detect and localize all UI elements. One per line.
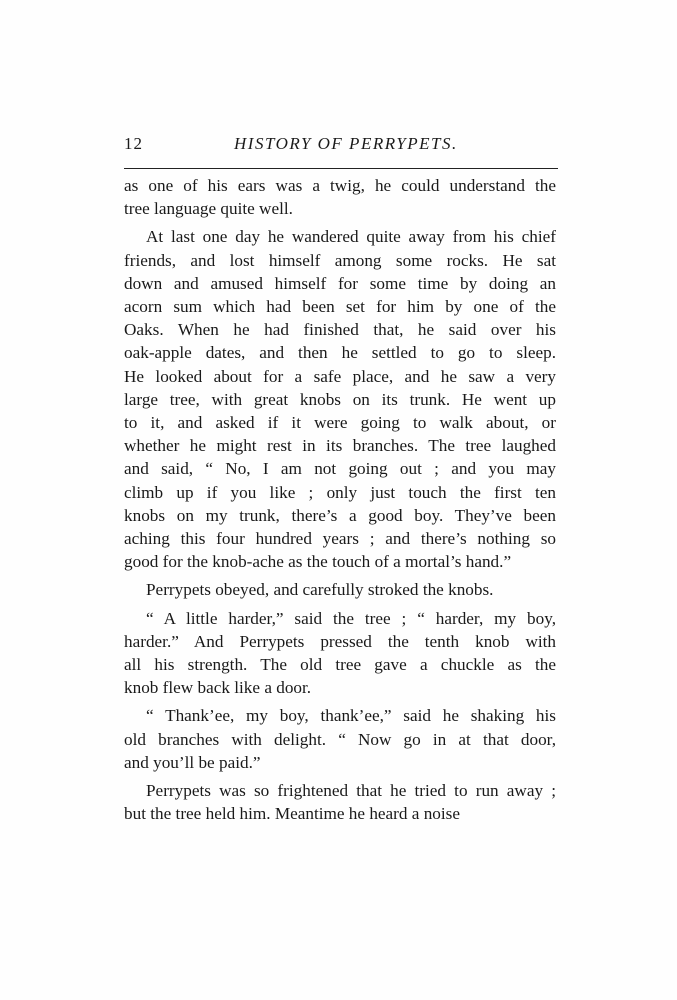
text-line: to it, and asked if it were going to walk about, or [124, 413, 556, 433]
text-line: and said, “ No, I am not going out ; and you may [124, 459, 556, 479]
paragraph [124, 225, 556, 573]
body-text [124, 174, 556, 830]
text-line: climb up if you like ; only just touch the first ten [124, 482, 556, 502]
paragraph [124, 607, 556, 700]
text-line: and you’ll be paid.” [124, 752, 261, 772]
page-number: 12 [124, 134, 143, 153]
text-line: down and amused himself for some time by doing an [124, 273, 556, 293]
running-head: HISTORY OF PERRYPETS. [234, 134, 458, 153]
paragraph [124, 174, 556, 220]
paragraph [124, 779, 556, 825]
text-line: tree language quite well. [124, 199, 293, 219]
text-line: knobs on my trunk, there’s a good boy. They’ve been [124, 505, 556, 525]
text-line: old branches with delight. “ Now go in at that door, [124, 729, 556, 749]
text-line: oak-apple dates, and then he settled to go to sleep. [124, 343, 556, 363]
text-line: “ Thank’ee, my boy, thank’ee,” said he shaking his [146, 706, 556, 726]
text-line: harder.” And Perrypets pressed the tenth knob with [124, 631, 556, 651]
text-line: Oaks. When he had finished that, he said over his [124, 320, 556, 340]
text-line: good for the knob-ache as the touch of a mortal’s hand.” [124, 552, 512, 572]
text-line: Perrypets obeyed, and carefully stroked the knobs. [146, 580, 494, 600]
text-line: At last one day he wandered quite away from his chief [146, 227, 556, 247]
header-rule [124, 168, 558, 169]
text-line: knob flew back like a door. [124, 678, 312, 698]
text-line: He looked about for a safe place, and he saw a very [124, 366, 556, 386]
text-line: all his strength. The old tree gave a chuckle as the [124, 655, 556, 675]
paragraph [124, 704, 556, 774]
text-line: Perrypets was so frightened that he tried to run away ; [146, 781, 556, 801]
paragraph [124, 578, 556, 601]
text-line: as one of his ears was a twig, he could understand the [124, 176, 556, 195]
page-header [124, 134, 556, 160]
text-line: but the tree held him. Meantime he heard a noise [124, 804, 460, 824]
text-line: whether he might rest in its branches. The tree laughed [124, 436, 556, 456]
text-line: large tree, with great knobs on its trunk. He went up [124, 389, 556, 409]
text-line: aching this four hundred years ; and there’s nothing so [124, 529, 556, 549]
text-line: friends, and lost himself among some rocks. He sat [124, 250, 556, 270]
text-line: acorn sum which had been set for him by one of the [124, 297, 556, 317]
text-line: “ A little harder,” said the tree ; “ harder, my boy, [146, 608, 556, 628]
